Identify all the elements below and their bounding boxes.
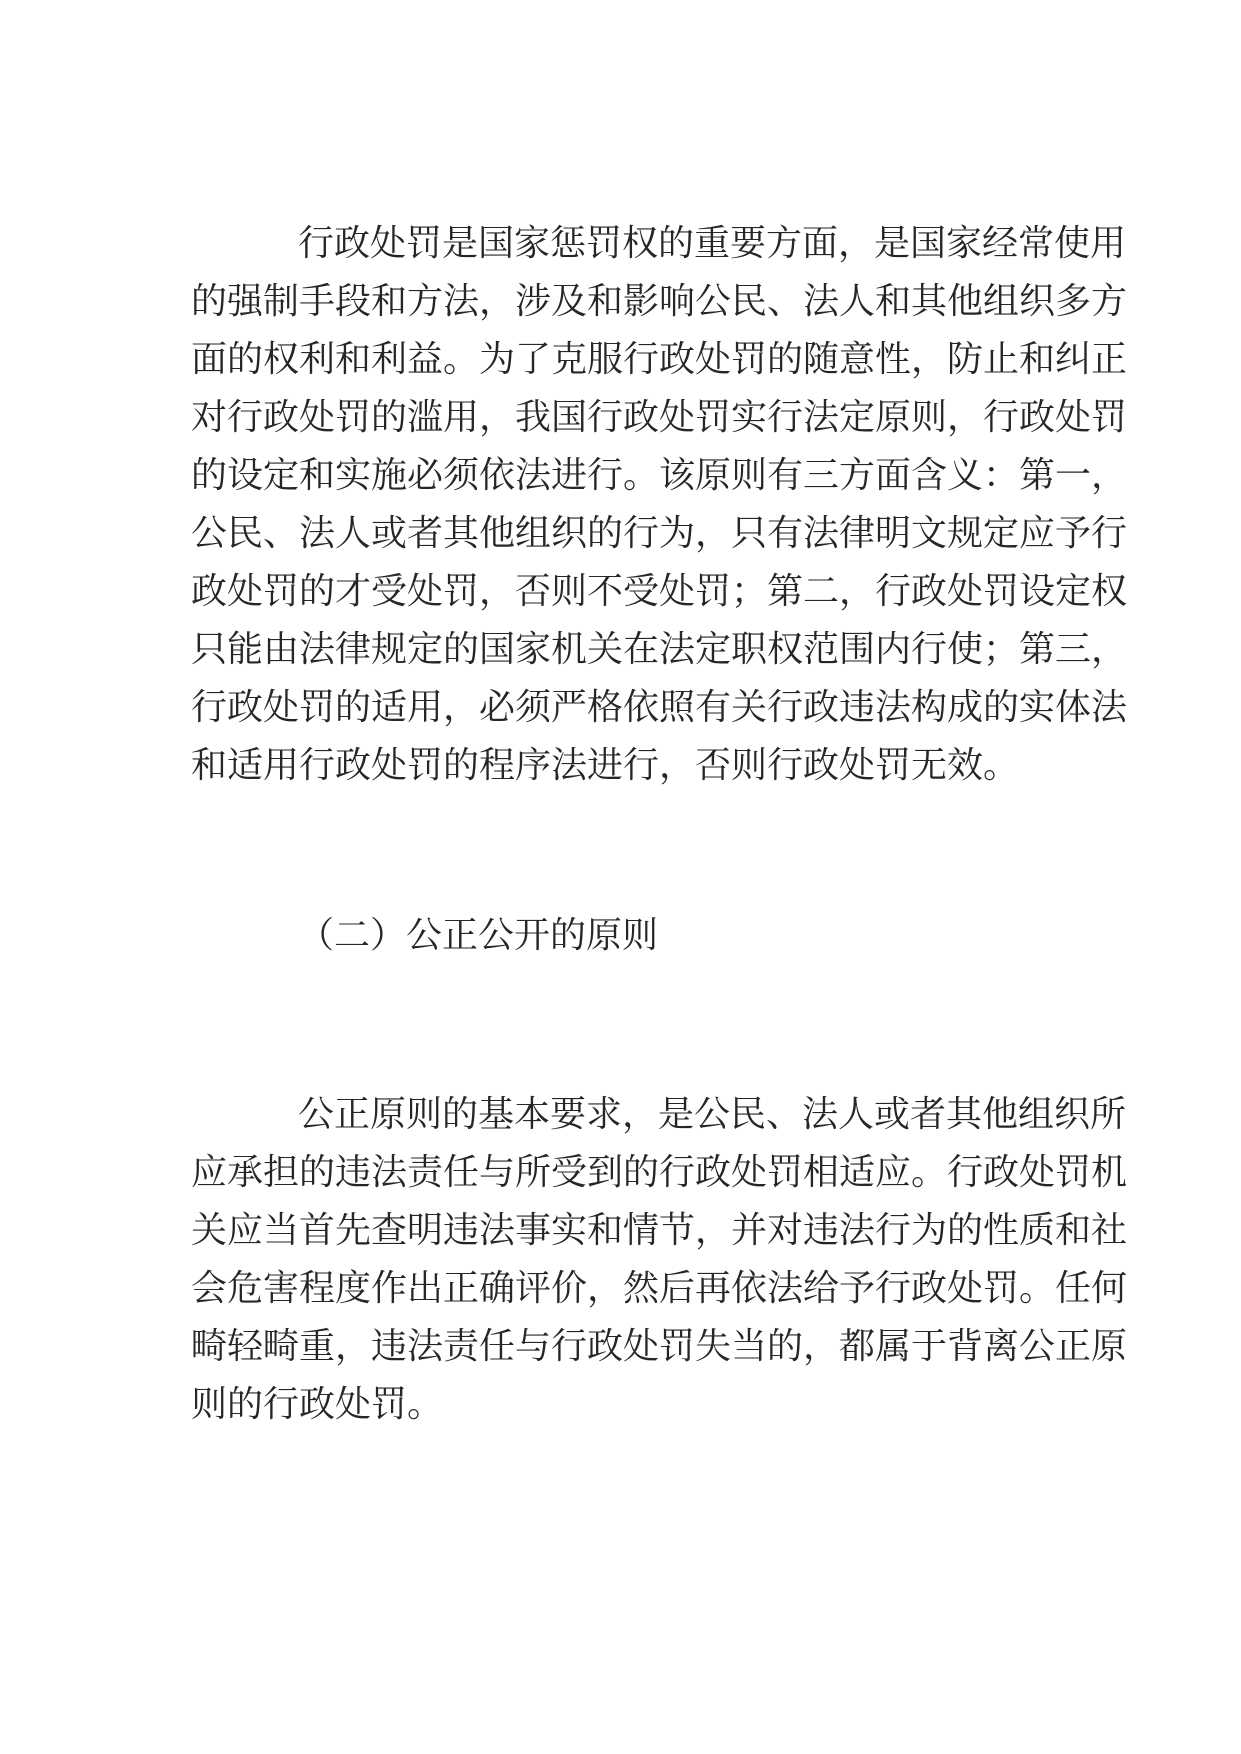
section-heading [191, 907, 1051, 965]
paragraph-line: 对行政处罚的滥用，我国行政处罚实行法定原则，行政处罚 [191, 397, 1128, 438]
paragraph-line: 的强制手段和方法，涉及和影响公民、法人和其他组织多方 [191, 281, 1128, 322]
paragraph-line: 公正原则的基本要求，是公民、法人或者其他组织所 [298, 1094, 1127, 1135]
paragraph-line: 只能由法律规定的国家机关在法定职权范围内行使；第三， [191, 629, 1128, 670]
paragraph-line: 行政处罚是国家惩罚权的重要方面，是国家经常使用 [298, 223, 1127, 264]
section-heading-text: （二）公正公开的原则 [298, 915, 659, 956]
paragraph-line: 面的权利和利益。为了克服行政处罚的随意性，防止和纠正 [191, 339, 1128, 380]
paragraph-line: 和适用行政处罚的程序法进行，否则行政处罚无效。 [191, 745, 1020, 786]
paragraph-line: 政处罚的才受处罚，否则不受处罚；第二，行政处罚设定权 [191, 571, 1128, 612]
paragraph-line: 关应当首先查明违法事实和情节，并对违法行为的性质和社 [191, 1210, 1128, 1251]
paragraph-line: 畸轻畸重，违法责任与行政处罚失当的，都属于背离公正原 [191, 1326, 1128, 1367]
paragraph-line: 会危害程度作出正确评价，然后再依法给予行政处罚。任何 [191, 1268, 1128, 1309]
paragraph-line: 则的行政处罚。 [191, 1384, 444, 1425]
paragraph-line: 应承担的违法责任与所受到的行政处罚相适应。行政处罚机 [191, 1152, 1128, 1193]
paragraph-line: 行政处罚的适用，必须严格依照有关行政违法构成的实体法 [191, 687, 1128, 728]
paragraph-legal-principle [191, 215, 1128, 795]
paragraph-fairness-principle [191, 1086, 1128, 1434]
paragraph-line: 的设定和实施必须依法进行。该原则有三方面含义：第一， [191, 455, 1128, 496]
paragraph-line: 公民、法人或者其他组织的行为，只有法律明文规定应予行 [191, 513, 1128, 554]
